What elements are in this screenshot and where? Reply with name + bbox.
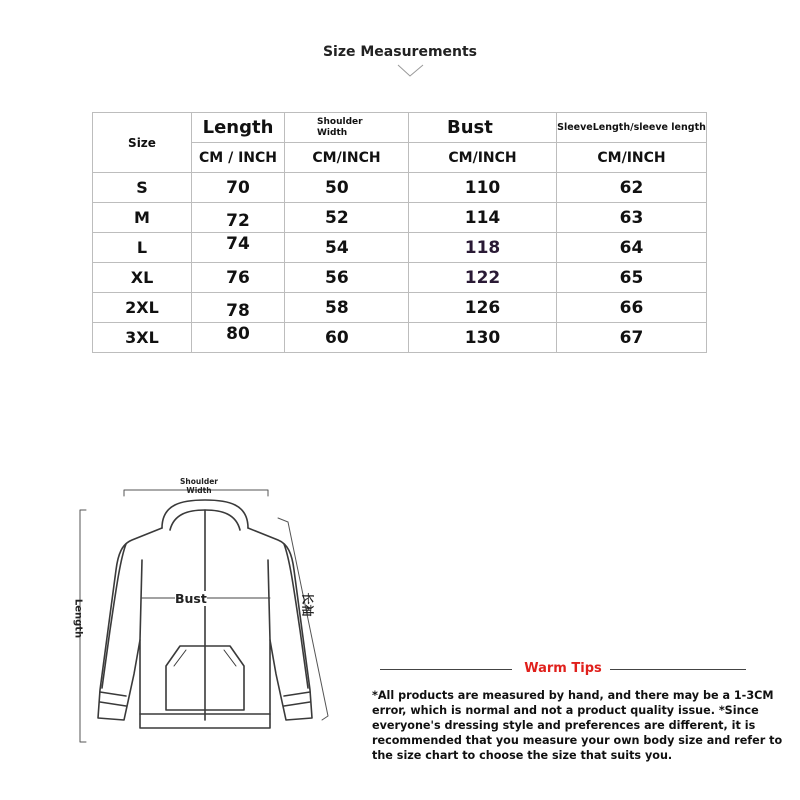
- length-cell: 72: [192, 203, 285, 233]
- length-cell: 74: [192, 233, 285, 263]
- shoulder-cell: 54: [285, 233, 409, 263]
- bust-cell: 122: [409, 263, 557, 293]
- table-row: [93, 233, 707, 263]
- unit-shoulder: CM/INCH: [285, 143, 409, 173]
- table-row: [93, 203, 707, 233]
- size-cell: XL: [93, 263, 192, 293]
- table-row: [93, 173, 707, 203]
- chevron-down-icon: [396, 62, 426, 78]
- sleeve-cell: 64: [557, 233, 707, 263]
- sleeve-cell: 62: [557, 173, 707, 203]
- bust-cell: 110: [409, 173, 557, 203]
- warm-tips-text: *All products are measured by hand, and there may be a 1-3CM error, which is normal and not a product quality issue. *Since everyone's dressing style and preferences are different, it is recommended that you measure your own body size and refer to the size chart to choose the size that suits you.: [372, 689, 783, 762]
- unit-length: CM / INCH: [192, 143, 285, 173]
- table-row: [93, 263, 707, 293]
- bust-cell: 126: [409, 293, 557, 323]
- shoulder-width-label: Shoulder Width: [180, 477, 218, 495]
- shoulder-cell: 52: [285, 203, 409, 233]
- shoulder-cell: 60: [285, 323, 409, 353]
- jacket-diagram: [70, 470, 340, 750]
- sleeve-cell: 65: [557, 263, 707, 293]
- table-row: [93, 293, 707, 323]
- bust-cell: 130: [409, 323, 557, 353]
- header-length: Length: [192, 113, 285, 143]
- header-size: Size: [93, 113, 192, 173]
- bust-label: Bust: [175, 591, 207, 606]
- unit-sleeve: CM/INCH: [557, 143, 707, 173]
- size-cell: S: [93, 173, 192, 203]
- size-cell: 2XL: [93, 293, 192, 323]
- warm-tips-title: Warm Tips: [524, 661, 602, 676]
- size-cell: L: [93, 233, 192, 263]
- length-cell: 70: [192, 173, 285, 203]
- header-bust: Bust: [409, 113, 557, 143]
- header-sleeve: SleeveLength/sleeve length: [557, 113, 707, 143]
- length-cell: 76: [192, 263, 285, 293]
- sleeve-label: 长袖: [300, 592, 315, 617]
- warm-tips-header: [380, 661, 746, 679]
- page-title: Size Measurements: [322, 44, 478, 60]
- size-table: [92, 112, 707, 353]
- sleeve-cell: 63: [557, 203, 707, 233]
- length-cell: 78: [192, 293, 285, 323]
- table-header-row: [93, 113, 707, 143]
- length-cell: 80: [192, 323, 285, 353]
- length-label: Length: [72, 598, 84, 639]
- size-cell: 3XL: [93, 323, 192, 353]
- table-row: [93, 323, 707, 353]
- size-cell: M: [93, 203, 192, 233]
- bust-cell: 114: [409, 203, 557, 233]
- unit-bust: CM/INCH: [409, 143, 557, 173]
- bust-cell: 118: [409, 233, 557, 263]
- shoulder-cell: 56: [285, 263, 409, 293]
- header-shoulder: Shoulder Width: [285, 113, 409, 143]
- shoulder-cell: 58: [285, 293, 409, 323]
- shoulder-cell: 50: [285, 173, 409, 203]
- sleeve-cell: 67: [557, 323, 707, 353]
- sleeve-cell: 66: [557, 293, 707, 323]
